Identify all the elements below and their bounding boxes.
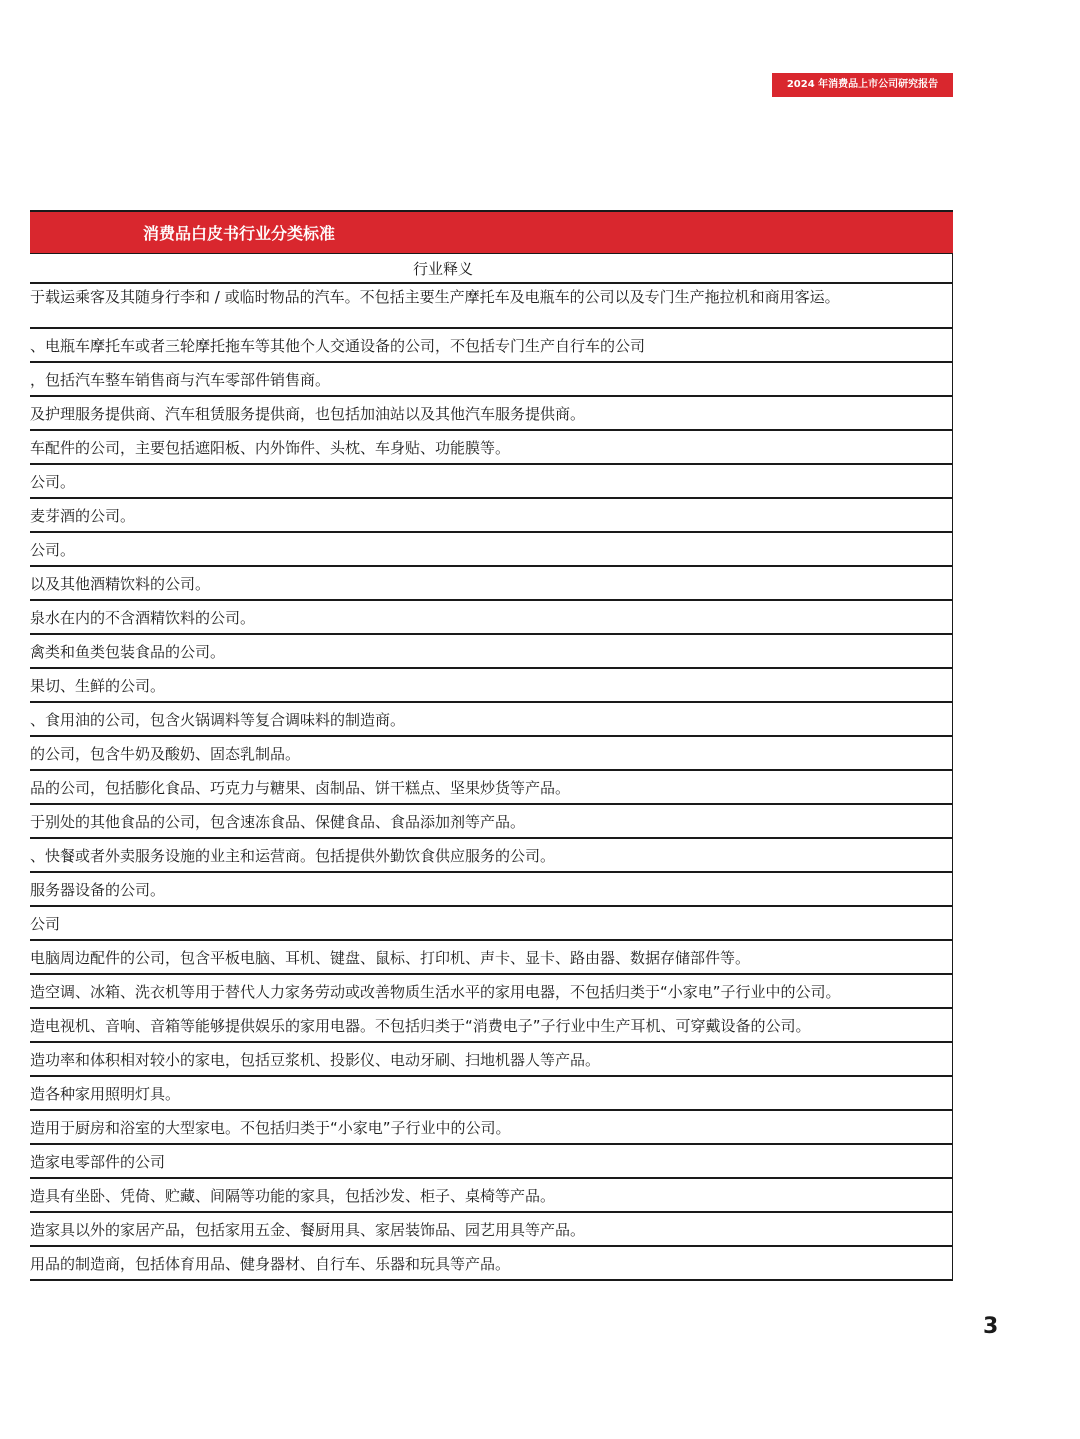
table-row: 造电视机、音响、音箱等能够提供娱乐的家用电器。不包括归类于“消费电子”子行业中生产耳机、可穿戴设备的公司。: [30, 1009, 953, 1043]
table-row: 以及其他酒精饮料的公司。: [30, 567, 953, 601]
table-row: 、电瓶车摩托车或者三轮摩托拖车等其他个人交通设备的公司，不包括专门生产自行车的公司: [30, 329, 953, 363]
table-row: 、快餐或者外卖服务设施的业主和运营商。包括提供外勤饮食供应服务的公司。: [30, 839, 953, 873]
table-row: 的公司，包含牛奶及酸奶、固态乳制品。: [30, 737, 953, 771]
table-row: 公司。: [30, 465, 953, 499]
table-row: 造空调、冰箱、洗衣机等用于替代人力家务劳动或改善物质生活水平的家用电器，不包括归类于“小家电”子行业中的公司。: [30, 975, 953, 1009]
table-row: 品的公司，包括膨化食品、巧克力与糖果、卤制品、饼干糕点、坚果炒货等产品。: [30, 771, 953, 805]
table-row: 公司: [30, 907, 953, 941]
table-row: 造家电零部件的公司: [30, 1145, 953, 1179]
report-title-badge: 2024 年消费品上市公司研究报告: [772, 73, 953, 97]
table-row: 造用于厨房和浴室的大型家电。不包括归类于“小家电”子行业中的公司。: [30, 1111, 953, 1145]
table-body: [30, 284, 953, 1281]
industry-classification-table: [30, 210, 953, 1281]
table-row: 造家具以外的家居产品，包括家用五金、餐厨用具、家居装饰品、园艺用具等产品。: [30, 1213, 953, 1247]
table-row: 电脑周边配件的公司，包含平板电脑、耳机、键盘、鼠标、打印机、声卡、显卡、路由器、数据存储部件等。: [30, 941, 953, 975]
table-row: 造各种家用照明灯具。: [30, 1077, 953, 1111]
table-row: 、食用油的公司，包含火锅调料等复合调味料的制造商。: [30, 703, 953, 737]
table-row: ，包括汽车整车销售商与汽车零部件销售商。: [30, 363, 953, 397]
table-row: 于别处的其他食品的公司，包含速冻食品、保健食品、食品添加剂等产品。: [30, 805, 953, 839]
table-row: 于载运乘客及其随身行李和 / 或临时物品的汽车。不包括主要生产摩托车及电瓶车的公司以及专门生产拖拉机和商用客运。: [30, 284, 953, 329]
table-row: 禽类和鱼类包装食品的公司。: [30, 635, 953, 669]
table-row: 泉水在内的不含酒精饮料的公司。: [30, 601, 953, 635]
column-header-definition: 行业释义: [30, 254, 953, 284]
table-title: 消费品白皮书行业分类标准: [30, 210, 953, 254]
table-row: 及护理服务提供商、汽车租赁服务提供商，也包括加油站以及其他汽车服务提供商。: [30, 397, 953, 431]
table-row: 麦芽酒的公司。: [30, 499, 953, 533]
table-row: 车配件的公司，主要包括遮阳板、内外饰件、头枕、车身贴、功能膜等。: [30, 431, 953, 465]
table-row: 果切、生鲜的公司。: [30, 669, 953, 703]
table-row: 公司。: [30, 533, 953, 567]
page-number: 3: [983, 1314, 999, 1339]
table-row: 用品的制造商，包括体育用品、健身器材、自行车、乐器和玩具等产品。: [30, 1247, 953, 1281]
table-row: 造具有坐卧、凭倚、贮藏、间隔等功能的家具，包括沙发、柜子、桌椅等产品。: [30, 1179, 953, 1213]
table-row: 服务器设备的公司。: [30, 873, 953, 907]
table-row: 造功率和体积相对较小的家电，包括豆浆机、投影仪、电动牙刷、扫地机器人等产品。: [30, 1043, 953, 1077]
